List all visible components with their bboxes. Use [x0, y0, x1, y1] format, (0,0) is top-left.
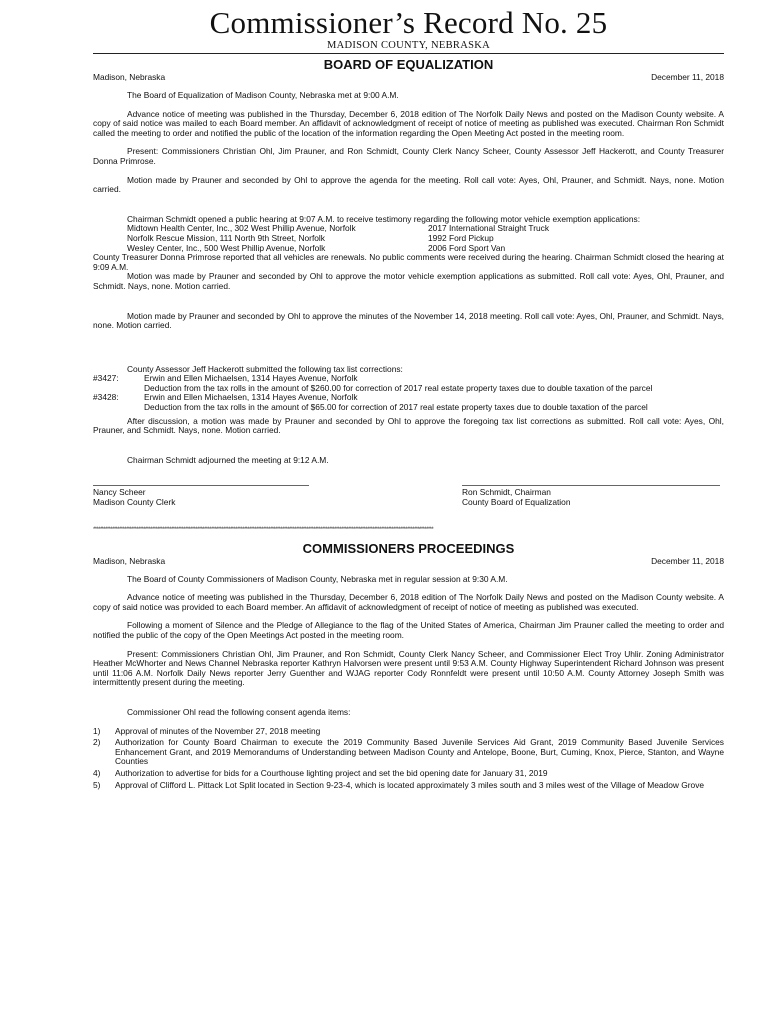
- board-paragraph: Chairman Schmidt adjourned the meeting at 9:12 A.M.: [127, 454, 329, 465]
- county-subtitle: MADISON COUNTY, NEBRASKA: [326, 40, 491, 51]
- proceedings-paragraph: Following a moment of Silence and the Pledge of Allegiance to the flag of the United States of America, Chairman Jim Prauner called the meeting to order and notified the public of the copy of the Open Meetings Act posted in the meeting room.: [93, 620, 724, 640]
- board-paragraph: Present: Commissioners Christian Ohl, Jim Prauner, and Ron Schmidt, County Clerk Nancy Scheer, County Assessor Jeff Hackerott, and County Treasurer Donna Primrose.: [93, 146, 724, 166]
- board-paragraph: Motion made by Prauner and seconded by Ohl to approve the minutes of the November 14, 2018 meeting. Roll call vote: Ayes, Ohl, Prauner, and Schmidt. Nays, none. Motion carried.: [93, 310, 724, 331]
- board-paragraph: Motion made by Prauner and seconded by Ohl to approve the agenda for the meeting. Roll call vote: Ayes, Ohl, Prauner, and Schmidt. Nays, none. Motion carried.: [93, 174, 724, 195]
- board-paragraph: Motion was made by Prauner and seconded by Ohl to approve the motor vehicle exemption applications as submitted. Roll call vote: Ayes, Ohl, Prauner, and Schmidt. Nays, none. Motion carried.: [93, 271, 724, 291]
- list-item: [93, 769, 724, 779]
- item-text: Authorization to advertise for bids for a Courthouse lighting project and set the bid opening date for January 31, 2019: [115, 767, 548, 778]
- item-number: 1): [93, 725, 101, 736]
- section-separator: ****************************************************************************************************************************************************************************************************: [93, 526, 434, 533]
- item-number: 2): [93, 737, 101, 748]
- record-title: Commissioner’s Record No. 25: [209, 5, 608, 40]
- correction-number: #3427:: [93, 373, 119, 384]
- proceedings-meta: [93, 556, 724, 566]
- signature-line: [93, 485, 309, 486]
- proceedings-date: December 11, 2018: [651, 555, 724, 566]
- board-paragraph: County Treasurer Donna Primrose reported that all vehicles are renewals. No public comments were received during the hearing. Chairman Schmidt closed the hearing at 9:09 A.M.: [93, 252, 724, 272]
- list-item: [93, 727, 724, 737]
- tax-corrections: [93, 374, 724, 412]
- board-paragraph: County Assessor Jeff Hackerott submitted the following tax list corrections:: [127, 363, 403, 374]
- clerk-title: Madison County Clerk: [93, 497, 176, 508]
- item-text: Authorization for County Board Chairman to execute the 2019 Community Based Juvenile Services Aid Grant, 2019 Community Based Juvenile Services Enhancement Grant, and 2019 Memorandums of Understanding between Madison County and Antelope, Boone, Burt, Cuming, Knox, Pierce, Stanton, and Wayne Counties: [115, 737, 724, 767]
- board-location: Madison, Nebraska: [93, 72, 166, 82]
- item-text: Approval of Clifford L. Pittack Lot Split located in Section 9-23-4, which is located approximately 3 miles south and 3 miles west of the Village of Meadow Grove: [115, 779, 705, 790]
- correction-number: #3428:: [93, 392, 119, 403]
- correction-entry: [93, 374, 724, 393]
- board-heading: BOARD OF EQUALIZATION: [323, 57, 494, 72]
- document-page: [93, 0, 724, 1024]
- vehicle: 2017 International Straight Truck: [428, 223, 550, 234]
- correction-detail: Deduction from the tax rolls in the amount of $65.00 for correction of 2017 real estate property taxes due to double taxation of the parcel: [144, 402, 648, 413]
- applicant: Midtown Health Center, Inc., 302 West Phillip Avenue, Norfolk: [127, 223, 356, 234]
- consent-agenda-list: [93, 727, 724, 791]
- masthead: [93, 5, 724, 54]
- board-section: [93, 58, 724, 508]
- board-date: December 11, 2018: [651, 72, 724, 82]
- exemption-applications: [93, 224, 724, 253]
- item-number: 4): [93, 767, 101, 778]
- proceedings-paragraph: Commissioner Ohl read the following consent agenda items:: [127, 706, 351, 717]
- title-rule: [93, 53, 724, 54]
- correction-owner: Erwin and Ellen Michaelsen, 1314 Hayes Avenue, Norfolk: [144, 373, 358, 384]
- vehicle: 2006 Ford Sport Van: [428, 242, 506, 253]
- list-item: [93, 781, 724, 791]
- applicant: Wesley Center, Inc., 500 West Phillip Avenue, Norfolk: [127, 242, 326, 253]
- proceedings-heading: COMMISSIONERS PROCEEDINGS: [302, 540, 515, 556]
- item-text: Approval of minutes of the November 27, 2018 meeting: [115, 725, 321, 736]
- signature-block: [93, 485, 724, 507]
- item-number: 5): [93, 779, 101, 790]
- applicant: Norfolk Rescue Mission, 111 North 9th Street, Norfolk: [127, 232, 325, 243]
- board-paragraph: Chairman Schmidt opened a public hearing at 9:07 A.M. to receive testimony regarding the following motor vehicle exemption applications:: [127, 213, 641, 224]
- board-meta: [93, 72, 724, 82]
- proceedings-section: [93, 542, 724, 791]
- chairman-name: Ron Schmidt, Chairman: [462, 487, 551, 498]
- board-paragraph: Advance notice of meeting was published in the Thursday, December 6, 2018 edition of The Norfolk Daily News and posted on the Madison County website. A copy of said notice was mailed to each Board member. An affidavit of acknowledgment of receipt of notice of meeting as published was executed. Chairman Ron Schmidt called the meeting to order and notified the public of the location of the information regarding the Open Meeting Act posted in the meeting room.: [93, 108, 724, 138]
- board-paragraph: After discussion, a motion was made by Prauner and seconded by Ohl to approve the foregoing tax list corrections as submitted. Roll call vote: Ayes, Ohl, Prauner, and Schmidt. Nays, none. Motion carried.: [93, 415, 724, 436]
- proceedings-location: Madison, Nebraska: [93, 555, 166, 566]
- vehicle: 1992 Ford Pickup: [428, 232, 494, 243]
- proceedings-paragraph: Present: Commissioners Christian Ohl, Jim Prauner, and Ron Schmidt, County Clerk Nancy Scheer, and Commissioner Elect Troy Uhlir. Zoning Administrator Heather McWhorter and News Channel Nebraska reporter Kathryn Halvorsen were present until 9:53 A.M. County Highway Superintendent Richard Johnson was present until 11:06 A.M. Norfolk Daily News reporter Jerry Guenther and WJAG reporter Cody Ronnfeldt were present until 10:50 A.M. County Attorney Joseph Smith was intermittently present during the meeting.: [93, 648, 724, 688]
- signature-line: [462, 485, 720, 486]
- correction-owner: Erwin and Ellen Michaelsen, 1314 Hayes Avenue, Norfolk: [144, 392, 358, 403]
- board-paragraph: The Board of Equalization of Madison County, Nebraska met at 9:00 A.M.: [127, 90, 399, 100]
- correction-entry: [93, 393, 724, 412]
- proceedings-paragraph: Advance notice of meeting was published in the Thursday, December 6, 2018 edition of The Norfolk Daily News and posted on the Madison County website. A copy of said notice was provided to each Board member. An affidavit of acknowledgment of receipt of notice of meeting as published was executed.: [93, 592, 724, 612]
- clerk-name: Nancy Scheer: [93, 487, 146, 498]
- chairman-title: County Board of Equalization: [462, 497, 571, 508]
- list-item: [93, 738, 724, 767]
- proceedings-paragraph: The Board of County Commissioners of Madison County, Nebraska met in regular session at 9:30 A.M.: [127, 573, 508, 584]
- correction-detail: Deduction from the tax rolls in the amount of $260.00 for correction of 2017 real estate property taxes due to double taxation of the parcel: [144, 382, 653, 393]
